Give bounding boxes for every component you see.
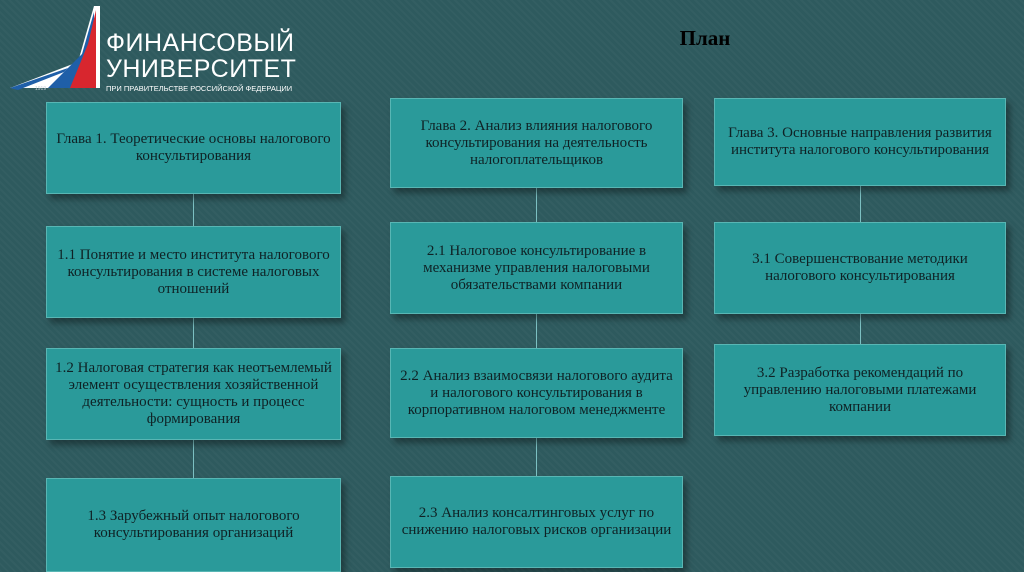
section-3-2-label: 3.2 Разработка рекомендаций по управлению налоговыми платежами компании	[743, 364, 977, 415]
section-2-1-box	[390, 222, 683, 314]
chapter-1-box	[46, 102, 341, 194]
section-2-2-label: 2.2 Анализ взаимосвязи налогового аудита и налогового консультирования в корпоративном налоговом менеджменте	[400, 367, 673, 418]
chapter-3-label: Глава 3. Основные направления развития института налогового консультирования	[728, 125, 992, 158]
connector-line	[536, 314, 537, 348]
chapter-3-box	[714, 98, 1006, 186]
chapter-2-label: Глава 2. Анализ влияния налогового консультирования на деятельность налогоплательщиков	[420, 117, 653, 168]
section-1-1-label: 1.1 Понятие и место института налогового консультирования в системе налоговых отношений	[57, 246, 330, 297]
section-2-3-label: 2.3 Анализ консалтинговых услуг по снижению налоговых рисков организации	[401, 505, 672, 538]
connector-line	[536, 188, 537, 222]
chapter-1-label: Глава 1. Теоретические основы налогового консультирования	[56, 131, 331, 164]
section-2-1-label: 2.1 Налоговое консультирование в механизме управления налоговыми обязательствами компании	[423, 242, 650, 293]
connector-line	[193, 194, 194, 226]
connector-line	[193, 318, 194, 348]
section-1-2-box	[46, 348, 341, 440]
connector-line	[860, 186, 861, 222]
section-3-1-box	[714, 222, 1006, 314]
section-2-2-box	[390, 348, 683, 438]
section-1-3-label: 1.3 Зарубежный опыт налогового консультирования организаций	[87, 508, 300, 541]
logo-emblem-icon	[8, 4, 104, 94]
connector-line	[860, 314, 861, 344]
logo-name-line2: УНИВЕРСИТЕТ	[106, 55, 297, 83]
page-title: План	[679, 26, 731, 50]
section-1-3-box	[46, 478, 341, 572]
section-2-3-box	[390, 476, 683, 568]
section-3-1-label: 3.1 Совершенствование методики налогового консультирования	[752, 251, 968, 284]
university-logo	[8, 4, 298, 94]
logo-subtitle: ПРИ ПРАВИТЕЛЬСТВЕ РОССИЙСКОЙ ФЕДЕРАЦИИ	[106, 84, 293, 93]
connector-line	[193, 440, 194, 478]
logo-year: 1919	[35, 86, 47, 92]
section-3-2-box	[714, 344, 1006, 436]
section-1-2-label: 1.2 Налоговая стратегия как неотъемлемый элемент осуществления хозяйственной деятельности: сущность и процесс формирования	[55, 360, 332, 427]
logo-name-line1: ФИНАНСОВЫЙ	[106, 29, 295, 57]
section-1-1-box	[46, 226, 341, 318]
chapter-2-box	[390, 98, 683, 188]
connector-line	[536, 438, 537, 476]
